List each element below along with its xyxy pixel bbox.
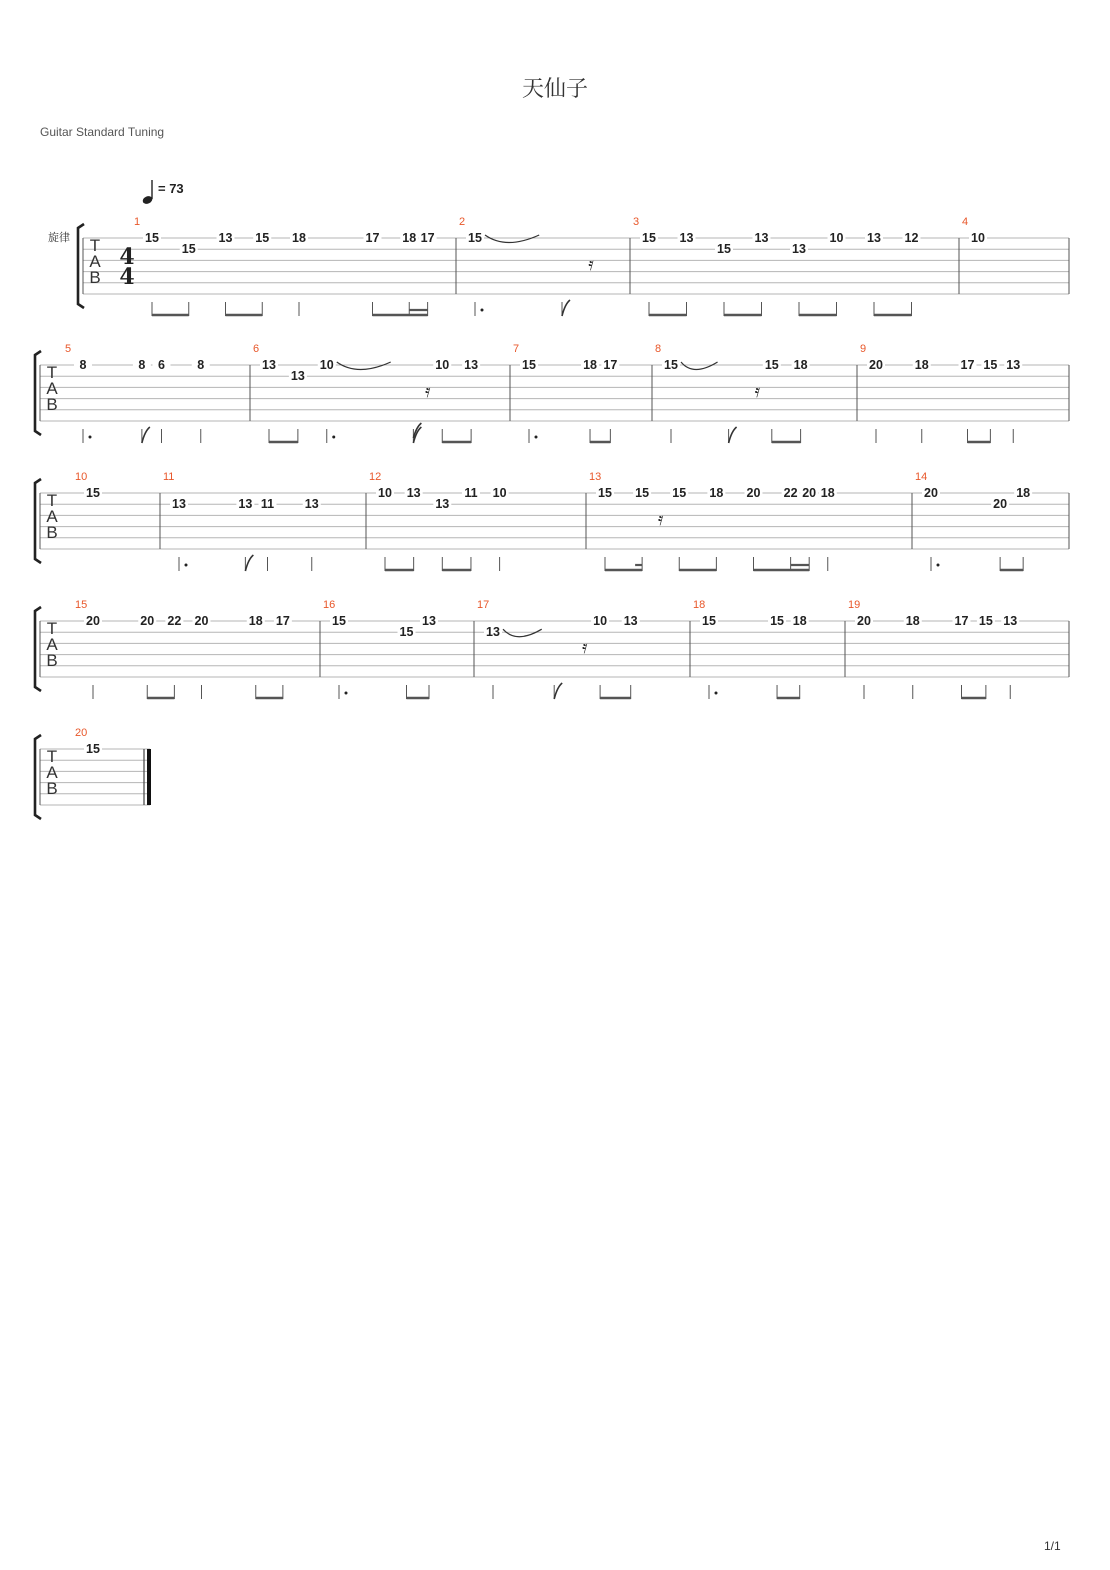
fret-number: 15	[181, 242, 196, 257]
fret-number: 18	[583, 358, 597, 372]
fret-number: 15	[399, 625, 414, 640]
fret-number: 13	[464, 358, 479, 372]
fret-number: 17	[960, 358, 975, 372]
fret-number: 15	[255, 231, 270, 245]
tab-clef-letter: T	[46, 619, 58, 638]
fret-number: 13	[486, 625, 500, 640]
tab-clef-letter: A	[46, 379, 58, 398]
measure-number: 12	[369, 471, 382, 483]
fret-number: 18	[709, 486, 724, 500]
fret-number: 18	[402, 231, 417, 245]
tab-clef-letter: A	[46, 507, 58, 526]
fret-number: 15	[145, 231, 159, 245]
measure-number: 14	[915, 471, 928, 483]
tab-system	[35, 343, 1069, 443]
fret-number: 10	[378, 486, 392, 500]
fret-number: 20	[924, 486, 938, 500]
quarter-note-icon	[141, 180, 153, 205]
fret-number: 18	[292, 231, 306, 245]
measure-number: 18	[693, 599, 706, 611]
fret-number: 17	[954, 614, 969, 628]
rest-glyph: 𝄿	[657, 509, 664, 530]
measure-number: 4	[962, 216, 969, 228]
fret-number: 18	[905, 614, 920, 628]
measure-number: 2	[459, 216, 466, 228]
rest-glyph: 𝄿	[582, 637, 588, 658]
fret-number: 15	[672, 486, 687, 500]
fret-number: 17	[603, 358, 618, 372]
measure-number: 17	[477, 599, 490, 611]
fret-number: 15	[522, 358, 536, 372]
measure-number: 16	[323, 599, 336, 611]
track-name: 旋律	[48, 231, 70, 244]
fret-number: 15	[642, 231, 656, 245]
note-flag	[142, 427, 150, 443]
fret-number: 15	[86, 742, 100, 756]
fret-number: 11	[464, 486, 478, 500]
tab-clef-letter: A	[89, 252, 101, 271]
fret-number: 13	[792, 242, 806, 257]
fret-number: 13	[1003, 614, 1018, 628]
page-number: 1/1	[1044, 1539, 1061, 1553]
fret-number: 13	[218, 231, 233, 245]
fret-number: 15	[702, 614, 716, 628]
rest-glyph: 𝄿	[754, 381, 761, 402]
fret-number: 18	[820, 486, 835, 500]
tab-clef-letter: T	[46, 363, 58, 382]
fret-number: 10	[593, 614, 608, 628]
tempo-value: = 73	[158, 181, 184, 196]
fret-number: 13	[238, 497, 253, 512]
note-flag	[245, 555, 253, 571]
tab-clef-letter: T	[89, 236, 101, 255]
fret-number: 15	[332, 614, 346, 628]
fret-number: 13	[754, 231, 769, 245]
dot	[345, 692, 348, 695]
fret-number: 18	[914, 358, 929, 372]
tab-system	[35, 471, 1069, 571]
fret-number: 15	[978, 614, 993, 628]
tie	[485, 235, 539, 243]
measure-number: 8	[655, 343, 662, 355]
fret-number: 10	[319, 358, 334, 372]
fret-number: 20	[802, 486, 817, 500]
fret-number: 11	[260, 497, 275, 512]
fret-number: 13	[679, 231, 694, 245]
fret-number: 20	[86, 614, 100, 628]
measure-number: 13	[589, 471, 602, 483]
fret-number: 13	[304, 497, 319, 512]
tie	[503, 629, 542, 637]
fret-number: 17	[420, 231, 435, 245]
tab-system	[35, 599, 1069, 699]
fret-number: 20	[140, 614, 155, 628]
fret-number: 18	[792, 614, 807, 628]
measure-number: 11	[163, 471, 175, 483]
fret-number: 18	[248, 614, 263, 628]
fret-number: 22	[167, 614, 182, 628]
note-flag	[729, 427, 737, 443]
fret-number: 13	[623, 614, 638, 628]
fret-number: 13	[435, 497, 450, 512]
tab-clef-letter: B	[46, 523, 58, 542]
tie	[337, 362, 391, 370]
fret-number: 15	[983, 358, 998, 372]
score-title: 天仙子	[521, 77, 588, 102]
measure-number: 1	[134, 216, 141, 228]
fret-number: 13	[1006, 358, 1021, 372]
tab-clef-letter: T	[46, 747, 58, 766]
fret-number: 8	[79, 358, 87, 372]
fret-number: 18	[1016, 486, 1031, 500]
fret-number: 17	[275, 614, 290, 628]
fret-number: 13	[290, 369, 305, 384]
fret-number: 20	[857, 614, 871, 628]
measure-number: 20	[75, 727, 88, 739]
measure-number: 15	[75, 599, 88, 611]
measure-number: 3	[633, 216, 640, 228]
dot	[332, 436, 335, 439]
note-flag	[562, 300, 570, 316]
fret-number: 20	[869, 358, 883, 372]
tab-clef-letter: B	[46, 395, 58, 414]
tab-system	[35, 727, 150, 819]
dot	[535, 436, 538, 439]
fret-number: 15	[717, 242, 731, 257]
fret-number: 8	[197, 358, 205, 372]
time-signature-bottom: 4	[119, 264, 135, 290]
fret-number: 10	[492, 486, 507, 500]
fret-number: 20	[194, 614, 209, 628]
dot	[481, 309, 484, 312]
tab-clef-letter: B	[46, 651, 58, 670]
fret-number: 8	[138, 358, 146, 372]
fret-number: 18	[793, 358, 808, 372]
fret-number: 13	[422, 614, 436, 628]
fret-number: 12	[904, 231, 919, 245]
tab-clef-letter: A	[46, 763, 58, 782]
time-signature-top: 4	[119, 244, 135, 270]
fret-number: 6	[158, 358, 165, 372]
dot	[185, 564, 188, 567]
fret-number: 20	[993, 497, 1008, 512]
rest-glyph: 𝄿	[425, 381, 431, 402]
tab-clef-letter: B	[89, 268, 101, 287]
fret-number: 15	[86, 486, 100, 500]
measure-number: 19	[848, 599, 861, 611]
fret-number: 13	[867, 231, 881, 245]
tab-clef-letter: T	[46, 491, 58, 510]
tab-system	[78, 216, 1069, 316]
dot	[715, 692, 718, 695]
fret-number: 13	[172, 497, 186, 512]
fret-number: 15	[764, 358, 779, 372]
measure-number: 6	[253, 343, 260, 355]
fret-number: 10	[829, 231, 844, 245]
measure-number: 9	[860, 343, 867, 355]
fret-number: 15	[598, 486, 612, 500]
fret-number: 15	[468, 231, 482, 245]
fret-number: 10	[971, 231, 985, 245]
fret-number: 17	[365, 231, 380, 245]
fret-number: 22	[783, 486, 798, 500]
fret-number: 13	[262, 358, 276, 372]
fret-number: 20	[746, 486, 761, 500]
tie	[681, 362, 718, 370]
dot	[937, 564, 940, 567]
fret-number: 15	[770, 614, 784, 628]
fret-number: 13	[406, 486, 421, 500]
measure-number: 7	[513, 343, 520, 355]
fret-number: 15	[635, 486, 650, 500]
fret-number: 15	[664, 358, 678, 372]
fret-number: 10	[435, 358, 450, 372]
note-flag	[554, 683, 562, 699]
tuning-label: Guitar Standard Tuning	[40, 125, 165, 139]
rest-glyph: 𝄿	[588, 254, 594, 275]
tab-clef-letter: A	[46, 635, 58, 654]
measure-number: 5	[65, 343, 72, 355]
dot	[89, 436, 92, 439]
tab-clef-letter: B	[46, 779, 58, 798]
measure-number: 10	[75, 471, 88, 483]
